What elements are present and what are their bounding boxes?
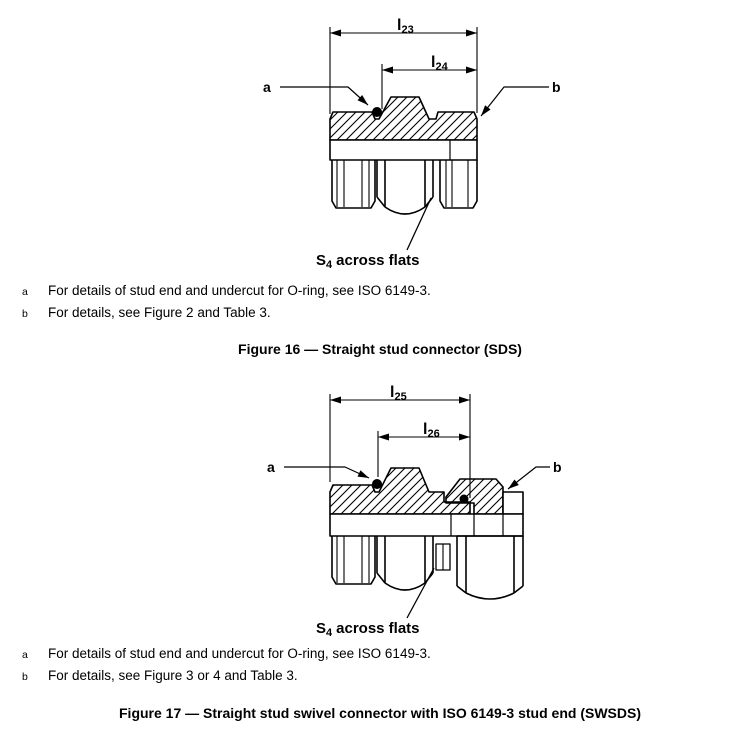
fig17-swivel-seal-dot xyxy=(460,495,469,504)
footnote-text: For details, see Figure 2 and Table 3. xyxy=(48,305,271,320)
footnote-marker: b xyxy=(22,308,28,320)
figure16-caption: Figure 16 — Straight stud connector (SDS) xyxy=(238,341,522,357)
fig16-callout-b: b xyxy=(552,79,561,95)
fig17-connector-body xyxy=(330,468,523,599)
fig16-flats-label: S4 across flats xyxy=(316,252,420,271)
fig17-cross-section xyxy=(330,468,470,514)
fig16-o-ring-dot xyxy=(372,107,382,117)
footnote-text: For details, see Figure 3 or 4 and Table 3. xyxy=(48,668,298,683)
fig16-connector-body xyxy=(330,97,477,214)
fig17-callout-a: a xyxy=(267,459,275,475)
figure16-drawing xyxy=(263,17,561,271)
fig17-swivel-hex-nut xyxy=(457,536,523,599)
footnote-a xyxy=(22,643,682,665)
footnote-b xyxy=(22,302,682,324)
fig16-dim-label-inner: l24 xyxy=(431,54,448,73)
fig17-o-ring-dot xyxy=(372,479,382,489)
figure16-footnotes xyxy=(22,280,682,324)
footnote-b xyxy=(22,665,682,687)
footnote-marker: a xyxy=(22,649,28,661)
fig16-callout-a: a xyxy=(263,79,271,95)
fig16-flats-leader xyxy=(407,198,431,250)
fig17-dim-label-outer: l25 xyxy=(390,384,407,403)
figure17-drawing xyxy=(267,384,562,639)
footnote-a xyxy=(22,280,682,302)
fig16-hex-flats xyxy=(377,160,433,214)
footnote-marker: b xyxy=(22,671,28,683)
fig17-dim-label-inner: l26 xyxy=(423,421,440,440)
footnote-marker: a xyxy=(22,286,28,298)
figure17-footnotes xyxy=(22,643,682,687)
figure17-caption: Figure 17 — Straight stud swivel connector with ISO 6149-3 stud end (SWSDS) xyxy=(119,705,641,721)
footnote-text: For details of stud end and undercut for O-ring, see ISO 6149-3. xyxy=(48,646,431,661)
fig17-callout-b: b xyxy=(553,459,562,475)
fig17-flats-label: S4 across flats xyxy=(316,620,420,639)
fig16-cross-section xyxy=(330,97,477,140)
fig17-swivel-collar xyxy=(436,544,450,570)
fig16-dim-label-outer: l23 xyxy=(397,17,414,36)
fig17-flats-leader xyxy=(407,568,434,618)
footnote-text: For details of stud end and undercut for O-ring, see ISO 6149-3. xyxy=(48,283,431,298)
fig17-hex-flats xyxy=(377,536,433,590)
